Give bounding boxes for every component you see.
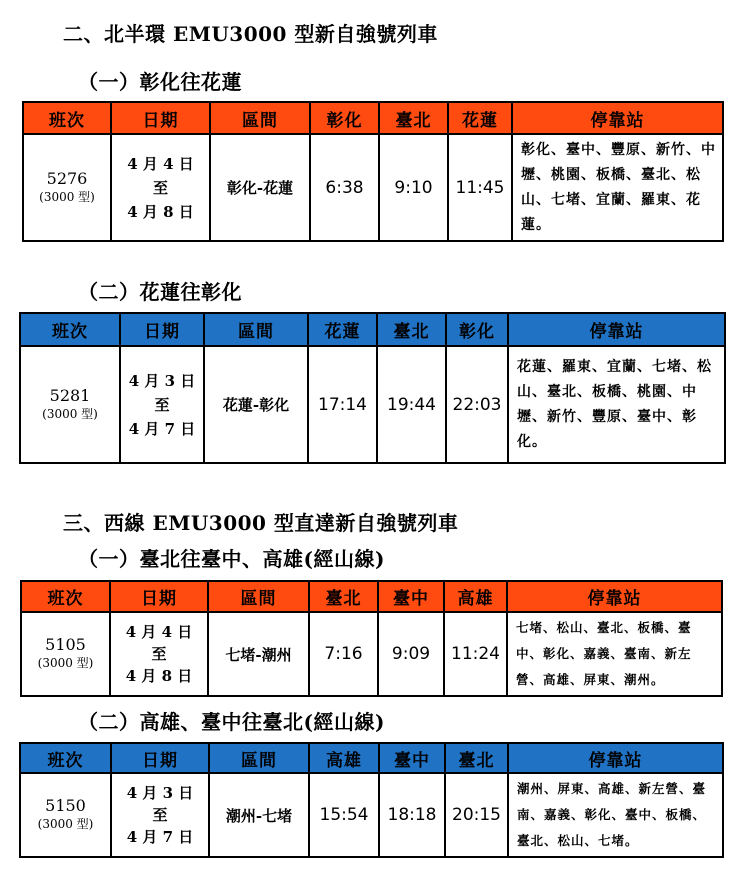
date-start: 4 月 4 日 bbox=[127, 154, 194, 173]
time-station-2: 18:18 bbox=[379, 773, 445, 857]
date-start: 4 月 3 日 bbox=[126, 784, 194, 802]
train-type: (3000 型) bbox=[39, 189, 95, 204]
header-station-1: 彰化 bbox=[310, 102, 379, 134]
header-station-1: 高雄 bbox=[309, 743, 379, 773]
header-stops: 停靠站 bbox=[512, 102, 723, 134]
train-number: 5105 bbox=[45, 635, 86, 654]
header-station-2: 臺中 bbox=[378, 581, 444, 612]
header-train-no: 班次 bbox=[21, 581, 110, 612]
time-station-1: 7:16 bbox=[309, 612, 378, 696]
time-station-2: 9:09 bbox=[378, 612, 444, 696]
route-cell: 七堵-潮州 bbox=[208, 612, 309, 696]
header-train-no: 班次 bbox=[20, 313, 120, 346]
header-station-1: 花蓮 bbox=[308, 313, 377, 346]
table-row bbox=[20, 773, 723, 857]
header-route: 區間 bbox=[208, 581, 309, 612]
train-number-cell bbox=[21, 612, 110, 696]
timetable-kaohsiung-to-taipei bbox=[19, 742, 724, 858]
header-station-3: 高雄 bbox=[444, 581, 507, 612]
header-date: 日期 bbox=[111, 102, 210, 134]
stops-cell: 彰化、臺中、豐原、新竹、中壢、桃園、板橋、臺北、松山、七堵、宜蘭、羅東、花蓮。 bbox=[512, 134, 723, 241]
header-station-3: 臺北 bbox=[445, 743, 508, 773]
date-end: 4 月 7 日 bbox=[128, 419, 196, 438]
header-stops: 停靠站 bbox=[508, 743, 723, 773]
table-row bbox=[20, 346, 725, 463]
header-station-2: 臺中 bbox=[379, 743, 445, 773]
table-row bbox=[23, 134, 723, 241]
train-number-cell bbox=[23, 134, 111, 241]
time-station-1: 17:14 bbox=[308, 346, 377, 463]
train-number: 5150 bbox=[45, 796, 86, 815]
header-route: 區間 bbox=[209, 743, 309, 773]
date-start: 4 月 4 日 bbox=[125, 623, 193, 641]
train-number: 5276 bbox=[46, 168, 88, 188]
stops-cell: 七堵、松山、臺北、板橋、臺中、彰化、嘉義、臺南、新左營、高雄、屏東、潮州。 bbox=[507, 612, 722, 696]
train-number-cell bbox=[20, 346, 120, 463]
table-header-row bbox=[23, 102, 723, 134]
train-type: (3000 型) bbox=[37, 817, 94, 831]
header-route: 區間 bbox=[204, 313, 308, 346]
subsection-heading-kaohsiung-taipei: （二）高雄、臺中往臺北(經山線) bbox=[78, 710, 385, 734]
header-stops: 停靠站 bbox=[507, 581, 722, 612]
header-train-no: 班次 bbox=[23, 102, 111, 134]
date-end: 4 月 8 日 bbox=[125, 667, 193, 685]
time-station-2: 9:10 bbox=[379, 134, 448, 241]
train-number-cell bbox=[20, 773, 111, 857]
subsection-heading-changhua-hualien: （一）彰化往花蓮 bbox=[78, 70, 242, 94]
timetable-changhua-to-hualien bbox=[22, 101, 724, 242]
date-separator: 至 bbox=[152, 178, 168, 197]
table-row bbox=[21, 612, 722, 696]
time-station-3: 20:15 bbox=[445, 773, 508, 857]
header-station-1: 臺北 bbox=[309, 581, 378, 612]
header-station-2: 臺北 bbox=[377, 313, 446, 346]
header-route: 區間 bbox=[210, 102, 310, 134]
date-end: 4 月 7 日 bbox=[126, 828, 194, 846]
date-cell bbox=[111, 134, 210, 241]
date-end: 4 月 8 日 bbox=[127, 202, 194, 221]
header-station-2: 臺北 bbox=[379, 102, 448, 134]
subsection-heading-taipei-kaohsiung: （一）臺北往臺中、高雄(經山線) bbox=[78, 547, 385, 571]
route-cell: 花蓮-彰化 bbox=[204, 346, 308, 463]
time-station-3: 22:03 bbox=[446, 346, 508, 463]
train-type: (3000 型) bbox=[37, 656, 94, 670]
table-header-row bbox=[20, 313, 725, 346]
timetable-hualien-to-changhua bbox=[19, 312, 726, 464]
table-header-row bbox=[20, 743, 723, 773]
train-number: 5281 bbox=[49, 385, 91, 405]
section-heading-west-line: 三、西線 EMU3000 型直達新自強號列車 bbox=[63, 511, 459, 535]
timetable-taipei-to-kaohsiung bbox=[20, 580, 723, 697]
table-header-row bbox=[21, 581, 722, 612]
time-station-3: 11:24 bbox=[444, 612, 507, 696]
route-cell: 潮州-七堵 bbox=[209, 773, 309, 857]
section-heading-north-loop: 二、北半環 EMU3000 型新自強號列車 bbox=[63, 22, 438, 46]
time-station-2: 19:44 bbox=[377, 346, 446, 463]
time-station-3: 11:45 bbox=[448, 134, 512, 241]
date-cell bbox=[120, 346, 204, 463]
date-separator: 至 bbox=[152, 806, 168, 824]
time-station-1: 15:54 bbox=[309, 773, 379, 857]
date-separator: 至 bbox=[154, 395, 170, 414]
subsection-heading-hualien-changhua: （二）花蓮往彰化 bbox=[78, 280, 242, 304]
header-station-3: 花蓮 bbox=[448, 102, 512, 134]
header-station-3: 彰化 bbox=[446, 313, 508, 346]
route-cell: 彰化-花蓮 bbox=[210, 134, 310, 241]
header-date: 日期 bbox=[120, 313, 204, 346]
header-train-no: 班次 bbox=[20, 743, 111, 773]
train-type: (3000 型) bbox=[42, 406, 98, 421]
date-cell bbox=[110, 612, 208, 696]
header-date: 日期 bbox=[111, 743, 209, 773]
header-date: 日期 bbox=[110, 581, 208, 612]
date-separator: 至 bbox=[151, 645, 167, 663]
header-stops: 停靠站 bbox=[508, 313, 725, 346]
stops-cell: 花蓮、羅東、宜蘭、七堵、松山、臺北、板橋、桃園、中壢、新竹、豐原、臺中、彰化。 bbox=[508, 346, 725, 463]
time-station-1: 6:38 bbox=[310, 134, 379, 241]
date-start: 4 月 3 日 bbox=[128, 371, 196, 390]
date-cell bbox=[111, 773, 209, 857]
stops-cell: 潮州、屏東、高雄、新左營、臺南、嘉義、彰化、臺中、板橋、臺北、松山、七堵。 bbox=[508, 773, 723, 857]
